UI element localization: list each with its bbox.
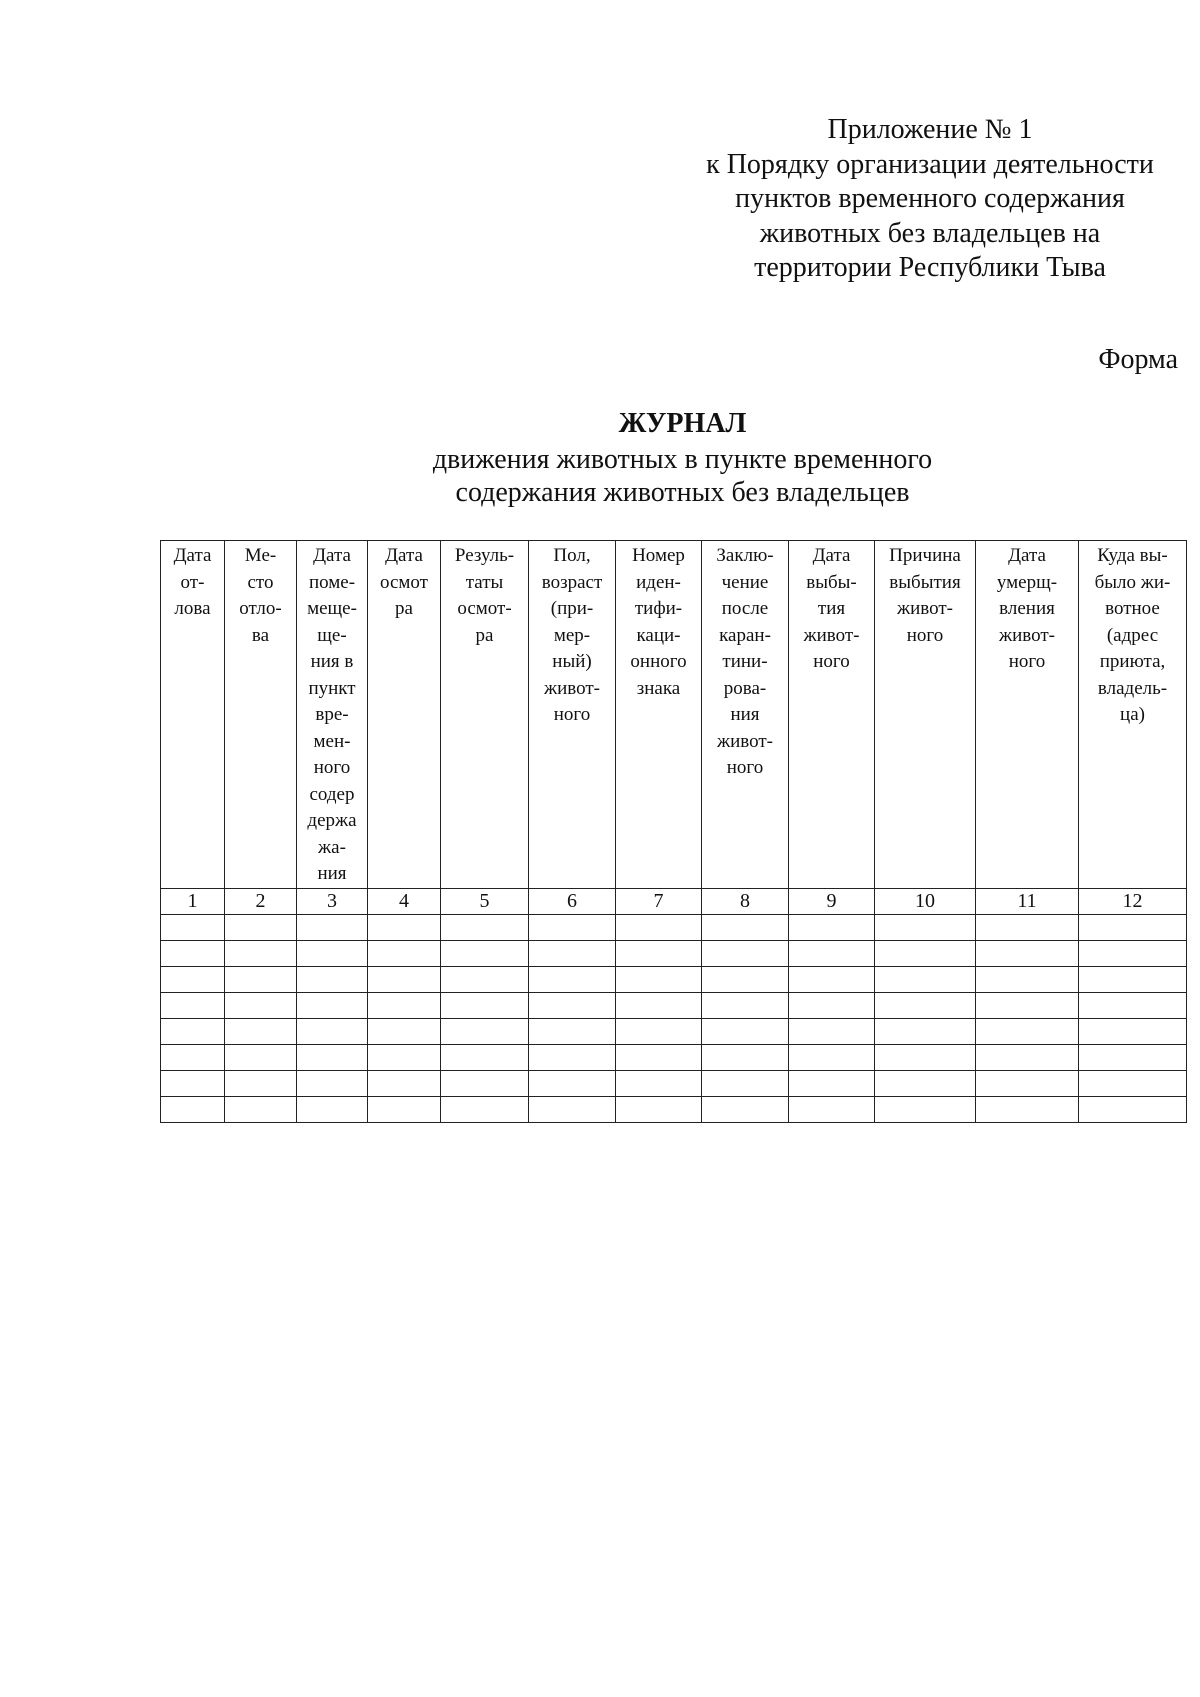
empty-cell[interactable] <box>875 1018 976 1044</box>
empty-cell[interactable] <box>789 1018 875 1044</box>
table-row <box>161 1018 1187 1044</box>
empty-cell[interactable] <box>161 1018 225 1044</box>
column-header-3 <box>297 541 368 889</box>
column-header-6 <box>529 541 616 889</box>
empty-cell[interactable] <box>702 940 789 966</box>
column-number-cell: 7 <box>616 888 702 914</box>
empty-cell[interactable] <box>529 1096 616 1122</box>
empty-cell[interactable] <box>441 940 529 966</box>
column-header-line: ния <box>730 704 760 725</box>
appendix-line: пунктов временного содержания <box>735 183 1125 214</box>
column-header-line: вотное <box>1105 598 1160 619</box>
column-number-cell: 10 <box>875 888 976 914</box>
column-header-line: тифи- <box>634 598 683 619</box>
empty-cell[interactable] <box>297 992 368 1018</box>
column-header-line: лова <box>174 598 211 619</box>
empty-cell[interactable] <box>702 1018 789 1044</box>
empty-cell[interactable] <box>702 1044 789 1070</box>
column-header-line: ва <box>251 624 270 646</box>
column-header-line: Заклю- <box>716 545 774 566</box>
empty-cell[interactable] <box>225 1070 297 1096</box>
empty-cell[interactable] <box>616 1096 702 1122</box>
column-header-line: выбы- <box>806 571 857 593</box>
column-header-5 <box>441 541 529 889</box>
empty-cell[interactable] <box>297 940 368 966</box>
column-header-line: рова- <box>723 677 767 699</box>
empty-cell[interactable] <box>1079 966 1187 992</box>
empty-cell[interactable] <box>976 1018 1079 1044</box>
empty-cell[interactable] <box>368 1018 441 1044</box>
empty-cell[interactable] <box>976 1070 1079 1096</box>
empty-cell[interactable] <box>616 940 702 966</box>
journal-table <box>160 540 1187 1123</box>
column-header-line: ного <box>813 651 850 672</box>
empty-cell[interactable] <box>976 1044 1079 1070</box>
empty-cell[interactable] <box>875 966 976 992</box>
empty-cell[interactable] <box>441 966 529 992</box>
column-header-line: Номер <box>632 545 685 566</box>
empty-cell[interactable] <box>441 1044 529 1070</box>
column-header-line: Дата <box>313 545 351 566</box>
empty-cell[interactable] <box>368 940 441 966</box>
empty-cell[interactable] <box>702 1070 789 1096</box>
column-header-line: ния <box>317 863 347 884</box>
empty-cell[interactable] <box>875 940 976 966</box>
empty-cell[interactable] <box>297 1070 368 1096</box>
column-header-line: выбытия <box>889 571 961 593</box>
column-number-cell: 12 <box>1079 888 1187 914</box>
column-number-cell: 5 <box>441 888 529 914</box>
column-number-cell: 9 <box>789 888 875 914</box>
journal-subtitle-line: содержания животных без владельцев <box>455 477 910 508</box>
column-header-4 <box>368 541 441 889</box>
column-header-line: живот- <box>998 624 1056 646</box>
column-header-line: мер- <box>553 624 591 646</box>
column-header-line: меще- <box>307 598 357 619</box>
empty-cell[interactable] <box>161 992 225 1018</box>
column-header-11 <box>976 541 1079 889</box>
empty-cell[interactable] <box>1079 1096 1187 1122</box>
column-header-line: ного <box>313 757 351 778</box>
empty-cell[interactable] <box>161 914 225 940</box>
empty-cell[interactable] <box>976 966 1079 992</box>
empty-cell[interactable] <box>1079 940 1187 966</box>
empty-cell[interactable] <box>297 966 368 992</box>
column-header-line: содер <box>309 783 355 805</box>
column-header-line: живот- <box>543 677 601 699</box>
empty-cell[interactable] <box>225 1018 297 1044</box>
column-header-line: владель- <box>1097 677 1168 699</box>
journal-subtitle-line: движения животных в пункте временного <box>432 444 933 475</box>
empty-cell[interactable] <box>225 966 297 992</box>
column-header-line: сто <box>247 571 274 593</box>
column-header-line: тини- <box>722 651 768 672</box>
column-header-line: Куда вы- <box>1097 545 1168 566</box>
empty-cell[interactable] <box>297 1096 368 1122</box>
empty-cell[interactable] <box>875 914 976 940</box>
column-header-7 <box>616 541 702 889</box>
table-row <box>161 1096 1187 1122</box>
column-header-line: ра <box>395 598 413 619</box>
empty-cell[interactable] <box>789 966 875 992</box>
empty-cell[interactable] <box>529 1070 616 1096</box>
column-header-line: умерщ- <box>996 571 1058 593</box>
column-header-line: (адрес <box>1106 624 1159 646</box>
appendix-line: Приложение № 1 <box>827 114 1033 145</box>
empty-cell[interactable] <box>297 914 368 940</box>
column-header-line: Дата <box>173 545 212 566</box>
empty-cell[interactable] <box>161 1096 225 1122</box>
empty-cell[interactable] <box>368 1044 441 1070</box>
empty-cell[interactable] <box>368 1070 441 1096</box>
empty-cell[interactable] <box>529 914 616 940</box>
table-row <box>161 1070 1187 1096</box>
empty-cell[interactable] <box>616 914 702 940</box>
empty-cell[interactable] <box>1079 1044 1187 1070</box>
empty-cell[interactable] <box>529 1044 616 1070</box>
column-header-line: вления <box>999 598 1055 619</box>
column-header-8 <box>702 541 789 889</box>
empty-cell[interactable] <box>225 1096 297 1122</box>
empty-cell[interactable] <box>225 914 297 940</box>
column-header-line: Дата <box>1008 545 1046 566</box>
column-number-cell: 4 <box>368 888 441 914</box>
empty-cell[interactable] <box>702 914 789 940</box>
empty-cell[interactable] <box>875 1044 976 1070</box>
empty-cell[interactable] <box>441 1096 529 1122</box>
empty-cell[interactable] <box>368 966 441 992</box>
column-header-line: ного <box>906 624 944 646</box>
column-header-line: иден- <box>636 571 681 593</box>
empty-cell[interactable] <box>368 1096 441 1122</box>
column-header-line: живот- <box>803 624 860 646</box>
column-header-line: Дата <box>812 545 851 566</box>
column-header-line: чение <box>721 571 769 593</box>
empty-cell[interactable] <box>702 1096 789 1122</box>
empty-cell[interactable] <box>875 1070 976 1096</box>
column-header-line: осмот- <box>457 598 512 619</box>
column-number-row <box>161 888 1187 914</box>
column-header-1 <box>161 541 225 889</box>
journal-subtitle <box>0 443 1200 509</box>
appendix-block <box>680 113 1180 286</box>
column-number-cell: 2 <box>225 888 297 914</box>
column-header-line: вре- <box>315 704 349 725</box>
appendix-line: территории Республики Тыва <box>754 252 1106 283</box>
column-header-line: ный) <box>552 651 592 672</box>
table-row <box>161 966 1187 992</box>
empty-cell[interactable] <box>161 1044 225 1070</box>
empty-cell[interactable] <box>1079 1070 1187 1096</box>
empty-cell[interactable] <box>616 966 702 992</box>
column-header-line: Ме- <box>244 545 277 566</box>
column-header-line: Резуль- <box>454 545 515 566</box>
empty-cell[interactable] <box>875 992 976 1018</box>
empty-cell[interactable] <box>789 940 875 966</box>
empty-cell[interactable] <box>441 1018 529 1044</box>
empty-cell[interactable] <box>225 1044 297 1070</box>
empty-cell[interactable] <box>616 1018 702 1044</box>
column-number-cell: 8 <box>702 888 789 914</box>
empty-cell[interactable] <box>616 1070 702 1096</box>
empty-cell[interactable] <box>225 940 297 966</box>
column-header-line: поме- <box>308 571 356 593</box>
column-header-line: знака <box>636 677 681 699</box>
column-header-10 <box>875 541 976 889</box>
empty-cell[interactable] <box>161 966 225 992</box>
column-header-line: онного <box>630 651 687 672</box>
empty-cell[interactable] <box>161 940 225 966</box>
column-header-line: осмот <box>380 571 428 593</box>
empty-cell[interactable] <box>368 914 441 940</box>
empty-cell[interactable] <box>789 992 875 1018</box>
empty-cell[interactable] <box>789 914 875 940</box>
column-header-line: после <box>721 598 769 619</box>
column-header-line: держа <box>307 810 357 831</box>
empty-cell[interactable] <box>529 992 616 1018</box>
column-header-line: Пол, <box>553 545 591 566</box>
empty-cell[interactable] <box>1079 992 1187 1018</box>
column-header-line: от- <box>180 571 205 593</box>
column-header-line: пункт <box>308 677 356 699</box>
empty-cell[interactable] <box>1079 1018 1187 1044</box>
table-row <box>161 914 1187 940</box>
journal-title: ЖУРНАЛ <box>618 408 747 439</box>
column-header-line: было жи- <box>1094 571 1171 593</box>
column-number-cell: 6 <box>529 888 616 914</box>
empty-cell[interactable] <box>441 914 529 940</box>
empty-cell[interactable] <box>789 1044 875 1070</box>
column-header-line: ще- <box>317 624 347 646</box>
column-header-line: Дата <box>385 545 423 566</box>
column-header-line: приюта, <box>1099 651 1166 672</box>
empty-cell[interactable] <box>976 1096 1079 1122</box>
column-header-12 <box>1079 541 1187 889</box>
column-header-line: живот- <box>896 598 954 619</box>
empty-cell[interactable] <box>616 992 702 1018</box>
column-header-line: возраст <box>541 571 603 593</box>
column-header-line: таты <box>465 571 504 593</box>
empty-cell[interactable] <box>976 992 1079 1018</box>
empty-cell[interactable] <box>529 966 616 992</box>
header-row <box>161 541 1187 889</box>
table-row <box>161 992 1187 1018</box>
empty-cell[interactable] <box>161 1070 225 1096</box>
empty-cell[interactable] <box>702 966 789 992</box>
empty-cell[interactable] <box>529 1018 616 1044</box>
empty-cell[interactable] <box>976 940 1079 966</box>
column-header-line: ния в <box>310 651 354 672</box>
empty-cell[interactable] <box>789 1096 875 1122</box>
table-row <box>161 1044 1187 1070</box>
column-header-line: тия <box>817 598 846 619</box>
column-header-9 <box>789 541 875 889</box>
column-header-line: ра <box>475 624 494 646</box>
empty-cell[interactable] <box>225 992 297 1018</box>
column-header-line: ного <box>553 704 591 725</box>
column-number-cell: 11 <box>976 888 1079 914</box>
column-header-line: Причина <box>889 545 961 566</box>
empty-cell[interactable] <box>616 1044 702 1070</box>
empty-cell[interactable] <box>1079 914 1187 940</box>
table-row <box>161 940 1187 966</box>
column-number-cell: 3 <box>297 888 368 914</box>
column-header-line: (при- <box>550 598 594 619</box>
empty-cell[interactable] <box>789 1070 875 1096</box>
empty-cell[interactable] <box>297 1018 368 1044</box>
empty-cell[interactable] <box>368 992 441 1018</box>
empty-cell[interactable] <box>702 992 789 1018</box>
empty-cell[interactable] <box>297 1044 368 1070</box>
column-header-line: жа- <box>318 836 346 858</box>
empty-cell[interactable] <box>529 940 616 966</box>
column-header-2 <box>225 541 297 889</box>
column-header-line: ного <box>1008 651 1046 672</box>
column-header-line: каран- <box>719 624 771 646</box>
empty-cell[interactable] <box>875 1096 976 1122</box>
appendix-line: к Порядку организации деятельности <box>706 148 1154 180</box>
column-header-line: ца) <box>1120 704 1145 725</box>
column-header-line: каци- <box>636 624 681 646</box>
column-number-cell: 1 <box>161 888 225 914</box>
empty-cell[interactable] <box>976 914 1079 940</box>
column-header-line: ного <box>726 757 764 778</box>
appendix-line: животных без владельцев на <box>759 217 1101 249</box>
column-header-line: отло- <box>239 598 282 619</box>
empty-cell[interactable] <box>441 1070 529 1096</box>
form-label: Форма <box>1098 344 1178 375</box>
empty-cell[interactable] <box>441 992 529 1018</box>
column-header-line: живот- <box>716 730 774 752</box>
column-header-line: мен- <box>313 730 351 752</box>
